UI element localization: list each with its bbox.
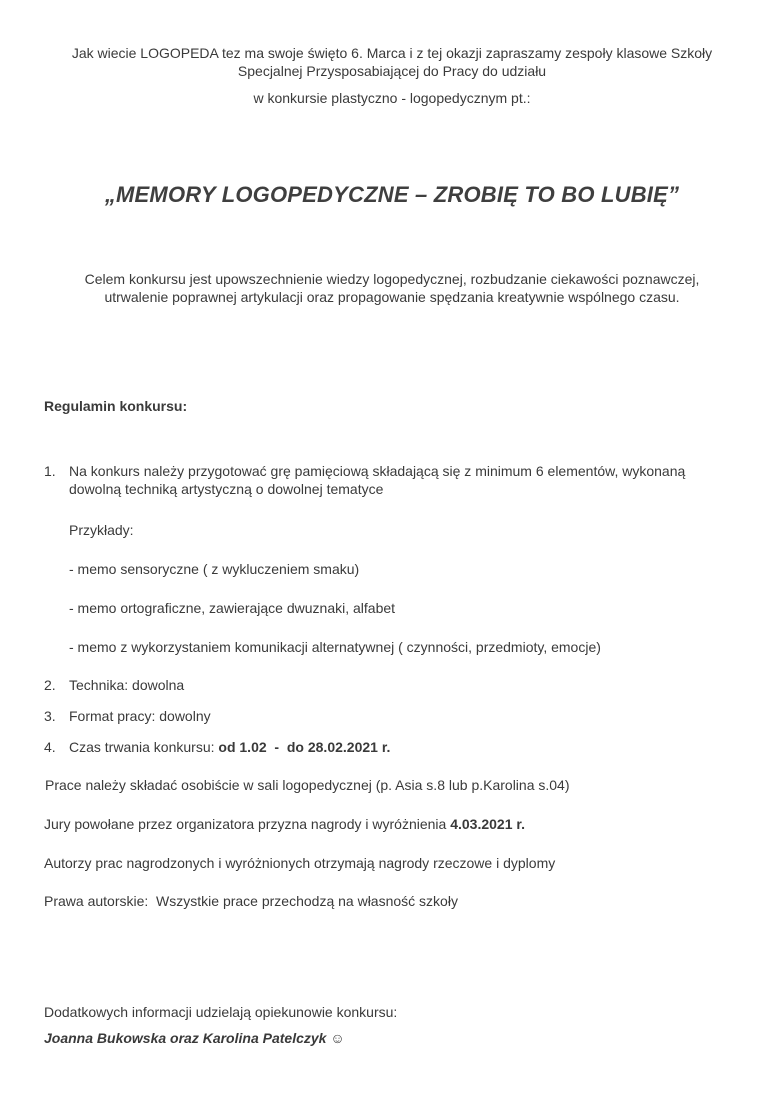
prizes-paragraph: Autorzy prac nagrodzonych i wyróżnionych otrzymają nagrody rzeczowe i dyplomy — [44, 855, 556, 871]
example-item: - memo ortograficzne, zawierające dwuznaki, alfabet — [69, 600, 396, 616]
signature: Joanna Bukowska oraz Karolina Patelczyk ☺ — [44, 1030, 345, 1046]
rule-number: 2. — [44, 677, 56, 693]
copyright-paragraph: Prawa autorskie: Wszystkie prace przechodzą na własność szkoły — [44, 893, 458, 909]
page-title: „MEMORY LOGOPEDYCZNE – ZROBIĘ TO BO LUBIĘ” — [104, 182, 680, 207]
intro-line-3: w konkursie plastyczno - logopedycznym pt.: — [253, 90, 531, 106]
goal-text — [40, 270, 744, 306]
jury-date: 4.03.2021 r. — [450, 816, 525, 832]
rule-number: 1. — [44, 463, 56, 479]
examples-label: Przykłady: — [69, 522, 134, 538]
intro-line-2: Specjalnej Przysposabiającej do Pracy do udziału — [237, 63, 547, 79]
jury-text: Jury powołane przez organizatora przyzna nagrody i wyróżnienia — [44, 816, 451, 832]
goal-line-2: utrwalenie poprawnej artykulacji oraz propagowanie spędzania kreatywnie wspólnego czasu. — [104, 289, 680, 305]
rule-number: 3. — [44, 708, 56, 724]
rule-item-3 — [44, 707, 744, 725]
jury-paragraph — [44, 815, 525, 833]
rule-text: Technika: dowolna — [69, 677, 185, 693]
rule-item-1 — [44, 462, 744, 502]
info-paragraph: Dodatkowych informacji udzielają opiekunowie konkursu: — [44, 1004, 398, 1020]
rule-item-4 — [44, 738, 744, 756]
submit-paragraph: Prace należy składać osobiście w sali logopedycznej (p. Asia s.8 lub p.Karolina s.04) — [45, 777, 570, 793]
rule-4-text: Czas trwania konkursu: — [69, 739, 219, 755]
rule-1-line-1: Na konkurs należy przygotować grę pamięciową składającą się z minimum 6 elementów, wykonaną — [69, 463, 686, 479]
intro-line-1: Jak wiecie LOGOPEDA tez ma swoje święto 6. Marca i z tej okazji zapraszamy zespoły klasowe Szkoły — [71, 45, 713, 61]
rule-item-2 — [44, 676, 744, 694]
example-item: - memo sensoryczne ( z wykluczeniem smaku) — [69, 561, 360, 577]
intro-text — [40, 44, 744, 80]
contest-dates: od 1.02 - do 28.02.2021 r. — [218, 739, 391, 755]
rule-text: Format pracy: dowolny — [69, 708, 211, 724]
example-item: - memo z wykorzystaniem komunikacji alternatywnej ( czynności, przedmioty, emocje) — [69, 639, 601, 655]
rule-text — [69, 738, 739, 756]
goal-line-1: Celem konkursu jest upowszechnienie wiedzy logopedycznej, rozbudzanie ciekawości poznawczej, — [84, 271, 700, 287]
rule-1-line-2: dowolną techniką artystyczną o dowolnej tematyce — [69, 481, 384, 497]
rule-text — [69, 462, 739, 498]
rules-heading: Regulamin konkursu: — [44, 398, 188, 414]
rule-number: 4. — [44, 739, 56, 755]
